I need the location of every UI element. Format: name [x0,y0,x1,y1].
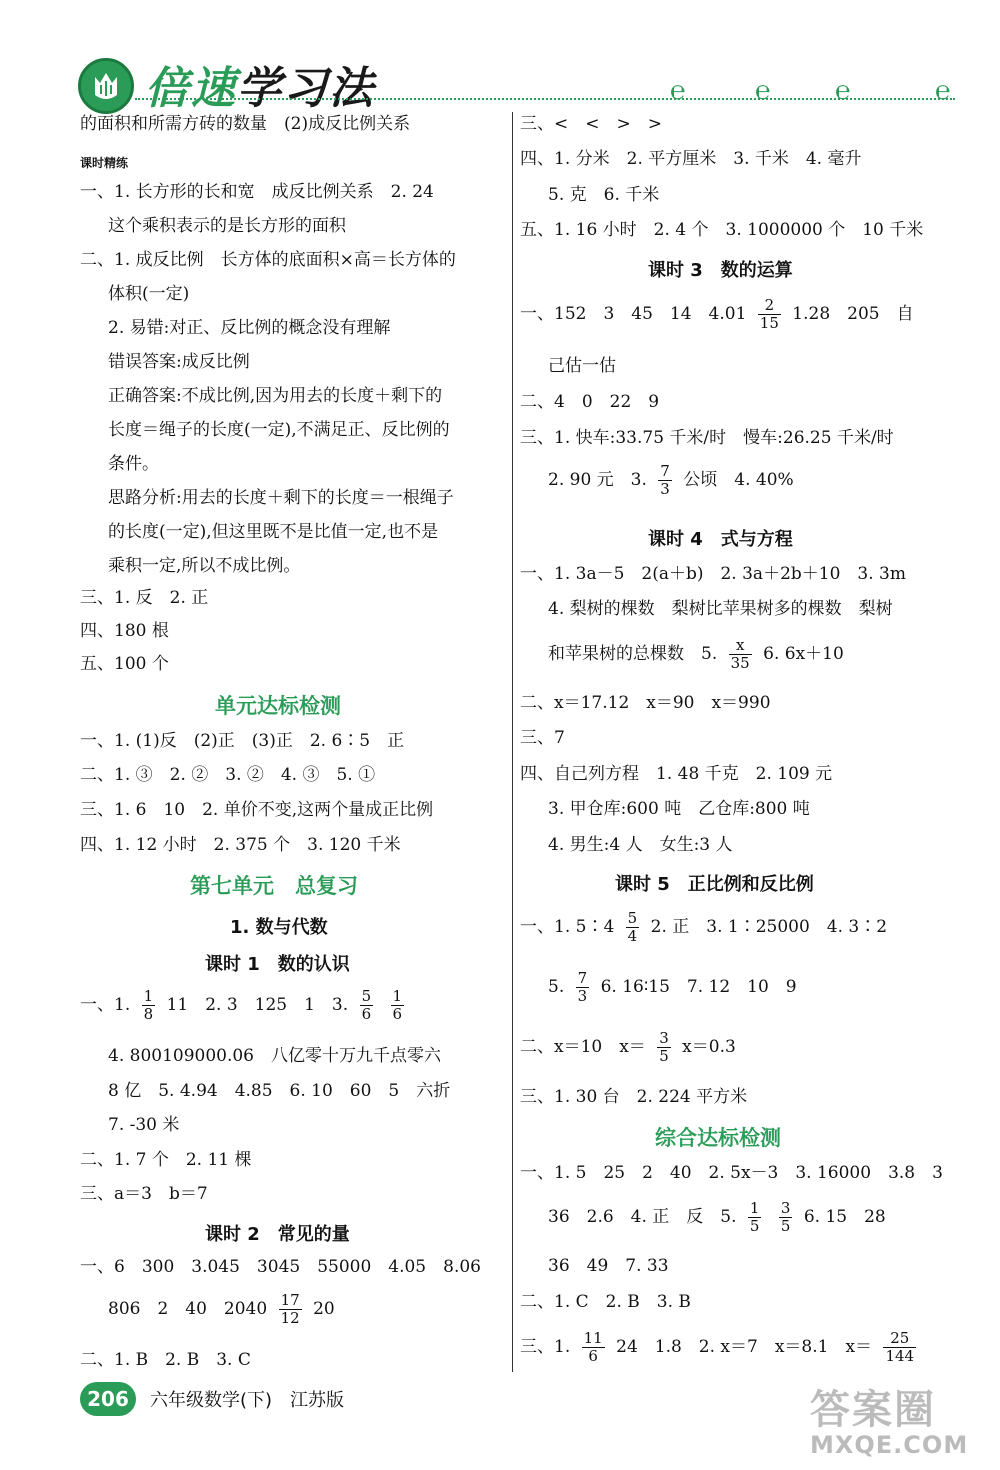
book-title: 六年级数学(下) 江苏版 [150,1390,345,1411]
column-divider [512,112,513,1372]
answer-line: 正确答案:不成比例,因为用去的长度＋剩下的 [108,386,443,406]
answer-line: 3. 甲仓库:600 吨 乙仓库:800 吨 [548,799,810,819]
answer-line: 三、1. 反 2. 正 [80,588,209,608]
answer-line [520,297,914,332]
answer-line: 5. 克 6. 千米 [548,185,660,205]
answer-text: 6. 15 28 [803,1207,886,1227]
answer-line: 4. 800109000.06 八亿零十万九千点零六 [108,1046,442,1066]
section-label: 课时精练 [80,156,129,170]
answer-line: 长度＝绳子的长度(一定),不满足正、反比例的 [108,420,450,440]
fraction [657,1030,671,1065]
swirl-icon: ℮ [935,76,951,106]
fraction [758,297,781,332]
fraction [391,988,405,1023]
logo-title-part2: 学习法 [237,63,375,114]
answer-line: 二、1. 7 个 2. 11 棵 [80,1150,252,1170]
answer-text: 6. 16∶15 7. 12 10 9 [600,977,797,997]
logo-icon [78,58,134,114]
answer-line: 2. 易错:对正、反比例的概念没有理解 [108,318,391,338]
answer-line: 三、a＝3 b＝7 [80,1184,208,1204]
answer-line: 一、1. 5 25 2 40 2. 5x－3 3. 16000 3.8 3 [520,1163,943,1183]
fraction-numerator: 3 [780,1199,791,1217]
section-heading: 第七单元 总复习 [190,874,358,898]
answer-line: 7. -30 米 [108,1115,180,1135]
answer-line: 二、1. C 2. B 3. B [520,1292,691,1312]
fraction-denominator: 35 [730,654,750,672]
answer-line: 四、1. 12 小时 2. 375 个 3. 120 千米 [80,835,401,855]
fraction-numerator: 7 [660,462,670,480]
answer-line [548,637,844,672]
answer-line: 一、6 300 3.045 3045 55000 4.05 8.06 [80,1257,481,1277]
answer-line: 乘积一定,所以不成比例。 [108,556,301,576]
answer-line: 一、1. 3a－5 2(a＋b) 2. 3a＋2b＋10 3. 3m [520,564,906,584]
fraction [626,910,640,945]
answer-line: 五、1. 16 小时 2. 4 个 3. 1000000 个 10 千米 [520,220,924,240]
answer-line: 己估一估 [548,356,616,376]
answer-text: 24 1.8 2. x＝7 x＝8.1 x＝ [616,1337,873,1357]
answer-text: 一、1. 5∶4 [520,917,615,937]
answer-line: 的面积和所需方砖的数量 (2)成反比例关系 [80,114,411,134]
answer-line: 的长度(一定),但这里既不是比值一定,也不是 [108,522,439,542]
answer-line: 36 49 7. 33 [548,1256,669,1276]
fraction [279,1292,302,1327]
fraction-numerator: 3 [659,1029,669,1047]
answer-line: 三、< < > > [520,114,662,134]
fraction [883,1330,916,1365]
answer-text: 806 2 40 2040 [108,1299,268,1319]
fraction-denominator: 5 [780,1217,791,1235]
answer-line: 4. 男生:4 人 女生:3 人 [548,835,733,855]
header-divider [135,98,955,100]
answer-text: 公顷 4. 40% [683,470,794,490]
answer-text: 一、1. [80,995,131,1015]
fraction-denominator: 6 [588,1347,598,1365]
answer-line: 二、1. 成反比例 长方体的底面积×高＝长方体的 [80,250,456,270]
answer-line: 二、1. B 2. B 3. C [80,1350,251,1370]
fraction-denominator: 6 [361,1005,372,1023]
fraction [360,988,374,1023]
answer-line: 二、1. ③ 2. ② 3. ② 4. ③ 5. ① [80,765,376,785]
fraction [142,988,156,1023]
fraction [779,1200,793,1235]
answer-line [548,463,794,498]
lesson-heading: 课时 1 数的认识 [205,954,350,975]
fraction-denominator: 15 [759,314,779,332]
logo-title-part1: 倍速 [145,63,237,114]
fraction [748,1200,762,1235]
fraction-numerator: x [729,637,752,655]
answer-line: 二、4 0 22 9 [520,392,660,412]
answer-line: 条件。 [108,454,159,474]
answer-text: 2. 正 3. 1∶25000 4. 3∶2 [650,917,888,937]
watermark [810,1378,968,1459]
fraction-numerator: 1 [392,987,403,1005]
answer-line: 四、自己列方程 1. 48 千克 2. 109 元 [520,764,833,784]
answer-line: 三、1. 30 台 2. 224 平方米 [520,1087,748,1107]
answer-text: 2. 90 元 3. [548,470,647,490]
answer-line: 三、1. 快车:33.75 千米/时 慢车:26.25 千米/时 [520,428,894,448]
answer-text: 6. 6x＋10 [763,644,844,664]
answer-line: 这个乘积表示的是长方形的面积 [108,216,346,236]
fraction-numerator: 5 [361,987,372,1005]
fraction-denominator: 144 [885,1347,915,1365]
fraction-denominator: 8 [143,1005,154,1023]
answer-line: 四、180 根 [80,621,169,641]
answer-line: 8 亿 5. 4.94 4.85 6. 10 60 5 六折 [108,1081,451,1101]
page-header [0,0,1000,115]
section-heading: 单元达标检测 [215,694,341,718]
answer-line [108,1292,335,1327]
answer-line: 二、x＝17.12 x＝90 x＝990 [520,693,771,713]
fraction-denominator: 3 [577,987,588,1005]
answer-line: 四、1. 分米 2. 平方厘米 3. 千米 4. 毫升 [520,149,862,169]
answer-text: 20 [313,1299,335,1319]
fraction-denominator: 4 [627,927,638,945]
answer-text: 一、152 3 45 14 4.01 [520,304,747,324]
fraction-denominator: 3 [660,480,670,498]
swirl-icon: ℮ [755,76,771,106]
answer-line: 三、7 [520,728,565,748]
fraction-numerator: 17 [280,1291,300,1309]
answer-line: 思路分析:用去的长度＋剩下的长度＝一根绳子 [108,488,454,508]
fraction-denominator: 5 [749,1217,760,1235]
fraction-denominator: 6 [392,1005,403,1023]
answer-text: 三、1. [520,1337,571,1357]
answer-line: 一、1. (1)反 (2)正 (3)正 2. 6∶5 正 [80,731,405,751]
swirl-icon: ℮ [835,76,851,106]
answer-line [80,988,410,1023]
answer-text: 二、x＝10 x＝ [520,1037,646,1057]
answer-line: 4. 梨树的棵数 梨树比苹果树多的棵数 梨树 [548,599,893,619]
fraction [582,1330,605,1365]
page-number: 206 [80,1382,136,1416]
fraction-denominator: 12 [280,1309,300,1327]
lesson-heading: 课时 2 常见的量 [205,1224,350,1245]
answer-text: x＝0.3 [682,1037,736,1057]
answer-text: 1.28 205 自 [792,304,914,324]
fraction-numerator: 1 [143,987,154,1005]
fraction-numerator: 5 [627,909,638,927]
fraction-numerator: 2 [758,297,781,315]
answer-text: 11 2. 3 125 1 3. [166,995,349,1015]
lesson-heading: 课时 4 式与方程 [648,529,793,550]
fraction [658,463,672,498]
answer-line: 体积(一定) [108,284,190,304]
answer-line [520,1330,922,1365]
fraction [729,637,752,672]
lesson-heading: 课时 3 数的运算 [648,260,793,281]
subsection-heading: 1. 数与代数 [230,917,328,938]
answer-text: 和苹果树的总棵数 5. [548,644,718,664]
watermark-logo: 答案圈 [810,1387,936,1433]
answer-text: 5. [548,977,565,997]
fraction-numerator: 7 [577,969,588,987]
swirl-icon: ℮ [670,76,686,106]
answer-line: 五、100 个 [80,654,169,674]
section-heading: 综合达标检测 [655,1126,781,1150]
answer-line [520,910,887,945]
fraction-numerator: 1 [749,1199,760,1217]
answer-line: 三、1. 6 10 2. 单价不变,这两个量成正比例 [80,800,434,820]
logo-title [145,52,375,116]
answer-line [548,970,797,1005]
watermark-url: MXQE.COM [810,1431,969,1459]
fraction-numerator: 11 [583,1329,603,1347]
fraction [576,970,590,1005]
lesson-heading: 课时 5 正比例和反比例 [615,874,814,895]
fraction-numerator: 25 [883,1330,916,1348]
answer-line [520,1030,736,1065]
answer-line: 错误答案:成反比例 [108,352,250,372]
answer-line: 一、1. 长方形的长和宽 成反比例关系 2. 24 [80,182,434,202]
answer-line [548,1200,886,1235]
fraction-denominator: 5 [659,1047,669,1065]
answer-text: 36 2.6 4. 正 反 5. [548,1207,737,1227]
